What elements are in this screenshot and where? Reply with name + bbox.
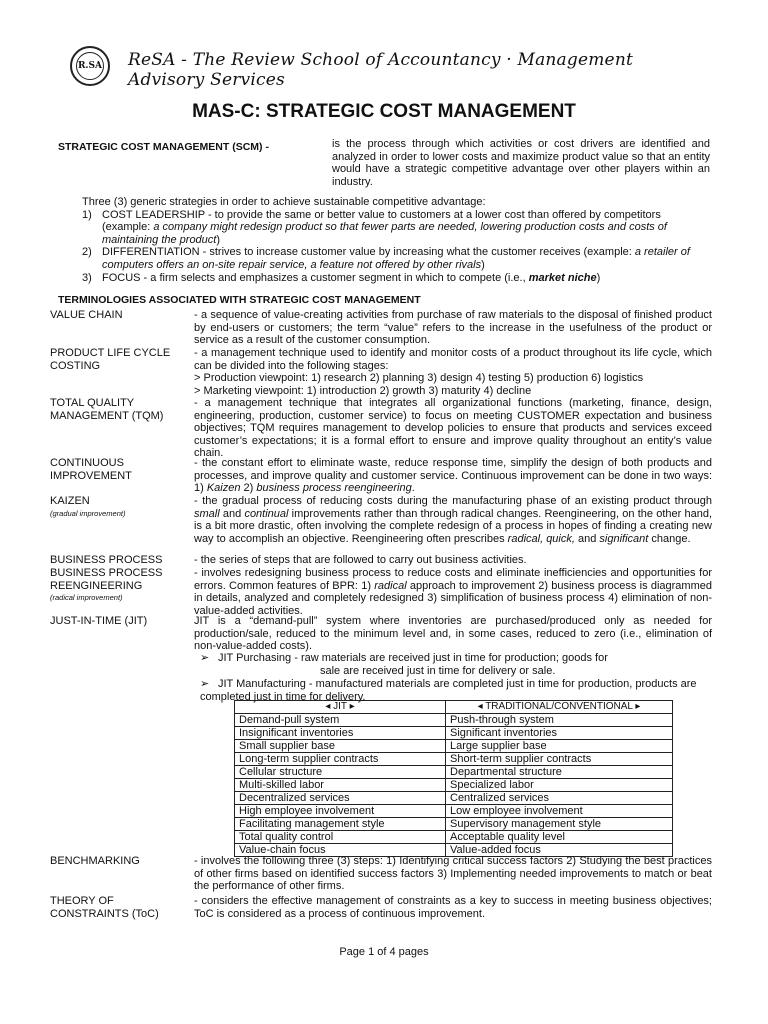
- strategy-differentiation: 2) DIFFERENTIATION - strives to increase customer value by increasing what the customer receives (example: a retailer of computers offers an on-site repair service, a feature not offered by other rivals): [82, 246, 690, 271]
- school-name: ReSA - The Review School of Accountancy · Management Advisory Services: [128, 50, 633, 90]
- table-row: Value-chain focus Value-added focus: [235, 844, 673, 857]
- term-business-process: BUSINESS PROCESS: [50, 554, 163, 566]
- def-benchmarking: - involves the following three (3) steps: 1) Identifying critical success factors 2) Studying the best practices of other firms based on identified success factors 3) Implementing needed improvements to match or beat the performance of other firms.: [194, 855, 712, 893]
- strategies-intro: Three (3) generic strategies in order to achieve sustainable competitive advantage:: [82, 196, 486, 208]
- table-row: Total quality control Acceptable quality level: [235, 831, 673, 844]
- jit-comparison-table: [234, 700, 673, 857]
- term-value-chain: VALUE CHAIN: [50, 309, 123, 321]
- scm-definition: is the process through which activities or cost drivers are identified and analyzed in order to lower costs and maximize product value so that an entity would have a strategic competitive advantage over other players within an industry.: [332, 138, 710, 188]
- arrow-icon: ➢: [200, 652, 210, 664]
- page-footer: Page 1 of 4 pages: [339, 946, 429, 958]
- jit-column-header: ◂ JIT ▸: [235, 701, 446, 714]
- def-jit: JIT is a “demand-pull” system where inventories are purchased/produced only as needed for production/sale, reduced to the minimum level and, in some cases, reduced to zero (i.e., elimination of non-value-added costs).: [194, 615, 712, 653]
- table-row: Insignificant inventories Significant inventories: [235, 727, 673, 740]
- strategy-cost-leadership: 1) COST LEADERSHIP - to provide the same or better value to customers at a lower cost than offered by competitors (example: a company might redesign product so that fewer parts are needed, lowering production costs and costs of maintaining the product): [82, 208, 667, 246]
- jit-purchasing: ➢ JIT Purchasing - raw materials are received just in time for production; goods for sale are received just in time for delivery or sale.: [200, 652, 608, 677]
- def-bpr: - involves redesigning business process to reduce costs and eliminate inefficiencies and opportunities for errors. Common features of BPR: 1) radical approach to improvement 2) business process is diagrammed in details, analyzed and completely redesigned 3) simplification of business process 4) elimination of non-value-added activities.: [194, 567, 712, 617]
- plc-marketing-viewpoint: > Marketing viewpoint: 1) introduction 2) growth 3) maturity 4) decline: [194, 384, 532, 397]
- strategies-list: [82, 196, 712, 284]
- def-theory-of-constraints: - considers the effective management of constraints as a key to success in meeting business objectives; ToC is considered as a process of continuous improvement.: [194, 895, 712, 920]
- table-row: High employee involvement Low employee involvement: [235, 805, 673, 818]
- term-bpr: BUSINESS PROCESS REENGINEERING (radical improvement): [50, 567, 163, 603]
- jit-manufacturing: ➢ JIT Manufacturing - manufactured materials are completed just in time for production, products are completed just in time for delivery.: [200, 678, 697, 703]
- strategy-focus: 3) FOCUS - a firm selects and emphasizes a customer segment in which to compete (i.e., market niche): [82, 271, 601, 284]
- table-row: Multi-skilled labor Specialized labor: [235, 779, 673, 792]
- section-title: TERMINOLOGIES ASSOCIATED WITH STRATEGIC COST MANAGEMENT: [58, 294, 421, 306]
- table-row: Cellular structure Departmental structure: [235, 766, 673, 779]
- term-theory-of-constraints: THEORY OF CONSTRAINTS (ToC): [50, 895, 159, 920]
- table-row: Facilitating management style Supervisory management style: [235, 818, 673, 831]
- table-row: Long-term supplier contracts Short-term supplier contracts: [235, 753, 673, 766]
- term-continuous-improvement: CONTINUOUS IMPROVEMENT: [50, 457, 132, 482]
- resa-logo: R.SA: [70, 46, 110, 86]
- table-header-row: [235, 701, 673, 714]
- arrow-icon: ➢: [200, 678, 210, 690]
- def-continuous-improvement: - the constant effort to eliminate waste, reduce response time, simplify the design of both products and processes, and improve quality and customer service. Continuous improvement can be done in two ways: 1) Kaizen 2) business process reengineering.: [194, 457, 712, 495]
- traditional-column-header: ◂ TRADITIONAL/CONVENTIONAL ▸: [446, 701, 673, 714]
- page-header: [70, 44, 710, 90]
- term-product-life-cycle: PRODUCT LIFE CYCLE COSTING: [50, 347, 171, 372]
- def-kaizen: - the gradual process of reducing costs during the manufacturing phase of an existing product through small and continual improvements rather than through radical changes. Reengineering, on the other hand, is a bit more drastic, often involving the complete redesign of a process in hopes of finding a creating new way to accomplish an objective. Reengineering often prescribes radical, quick, and significant change.: [194, 495, 713, 545]
- term-kaizen: KAIZEN (gradual improvement): [50, 495, 126, 518]
- term-benchmarking: BENCHMARKING: [50, 855, 140, 867]
- def-value-chain: - a sequence of value-creating activities from purchase of raw materials to the disposal of finished product by end-users or customers; the term “value” refers to the increase in the usefulness of the product or service as a result of the customer consumption.: [194, 309, 712, 347]
- table-row: Demand-pull system Push-through system: [235, 714, 673, 727]
- term-tqm: TOTAL QUALITY MANAGEMENT (TQM): [50, 397, 164, 422]
- def-tqm: - a management technique that integrates all organizational functions (marketing, finance, design, engineering, production, customer service) to focus on meeting CUSTOMER expectation and business objectives; TQM requires management to develop policies to ensure that products and services exceed customer’s expectations; it is a formal effort to ensure and improve quality throughout an entity’s value chain.: [194, 397, 712, 460]
- table-row: Decentralized services Centralized services: [235, 792, 673, 805]
- scm-term: STRATEGIC COST MANAGEMENT (SCM) -: [58, 141, 269, 153]
- def-business-process: - the series of steps that are followed to carry out business activities.: [194, 554, 527, 566]
- table-row: Small supplier base Large supplier base: [235, 740, 673, 753]
- plc-production-viewpoint: > Production viewpoint: 1) research 2) planning 3) design 4) testing 5) production 6) logistics: [194, 372, 644, 385]
- page-title: MAS-C: STRATEGIC COST MANAGEMENT: [192, 101, 576, 122]
- term-jit: JUST-IN-TIME (JIT): [50, 615, 148, 627]
- def-product-life-cycle: - a management technique used to identify and monitor costs of a product throughout its life cycle, which can be divided into the following stages: > Production viewpoint: 1) research 2) planning 3) design 4) testing 5) production 6) logistics > Marketing viewpoint: 1) introduction 2) growth 3) maturity 4) decline: [194, 347, 712, 397]
